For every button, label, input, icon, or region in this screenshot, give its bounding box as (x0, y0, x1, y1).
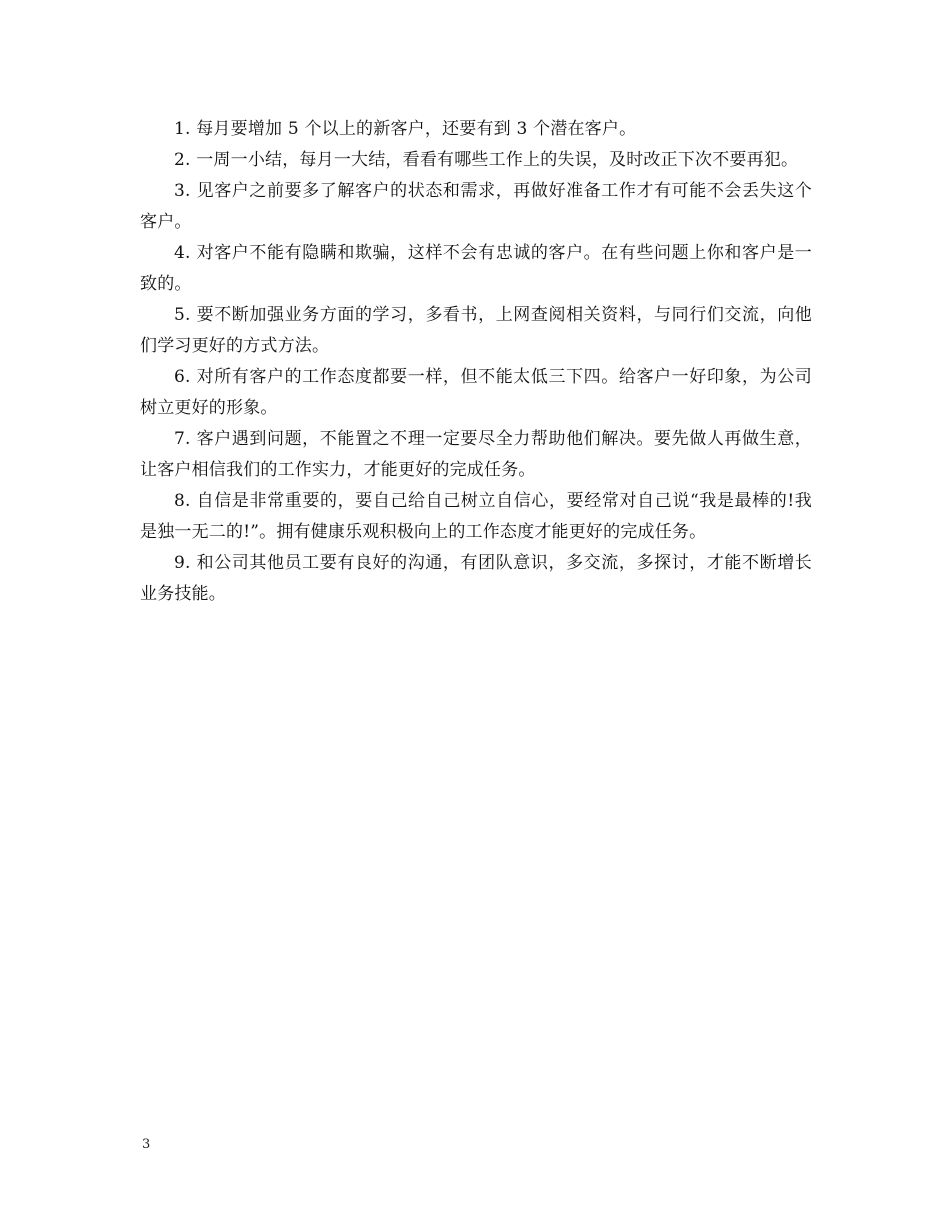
paragraph-7: 7. 客户遇到问题，不能置之不理一定要尽全力帮助他们解决。要先做人再做生意，让客户相信我们的工作实力，才能更好的完成任务。 (140, 429, 812, 480)
paragraph-4: 4. 对客户不能有隐瞒和欺骗，这样不会有忠诚的客户。在有些问题上你和客户是一致的。 (140, 243, 812, 294)
paragraph-5: 5. 要不断加强业务方面的学习，多看书，上网查阅相关资料，与同行们交流，向他们学习更好的方式方法。 (140, 305, 812, 356)
page-number: 3 (142, 1137, 151, 1152)
document-body (140, 114, 812, 610)
paragraph-6: 6. 对所有客户的工作态度都要一样，但不能太低三下四。给客户一好印象，为公司树立更好的形象。 (140, 367, 812, 418)
paragraph-9: 9. 和公司其他员工要有良好的沟通，有团队意识，多交流，多探讨，才能不断增长业务技能。 (140, 553, 812, 604)
paragraph-2: 2. 一周一小结，每月一大结，看看有哪些工作上的失误，及时改正下次不要再犯。 (174, 150, 799, 170)
paragraph-8: 8. 自信是非常重要的，要自己给自己树立自信心，要经常对自己说“我是最棒的!我是独一无二的!”。拥有健康乐观积极向上的工作态度才能更好的完成任务。 (140, 491, 812, 542)
paragraph-1: 1. 每月要增加 5 个以上的新客户，还要有到 3 个潜在客户。 (174, 119, 637, 139)
paragraph-3: 3. 见客户之前要多了解客户的状态和需求，再做好准备工作才有可能不会丢失这个客户。 (140, 181, 812, 232)
